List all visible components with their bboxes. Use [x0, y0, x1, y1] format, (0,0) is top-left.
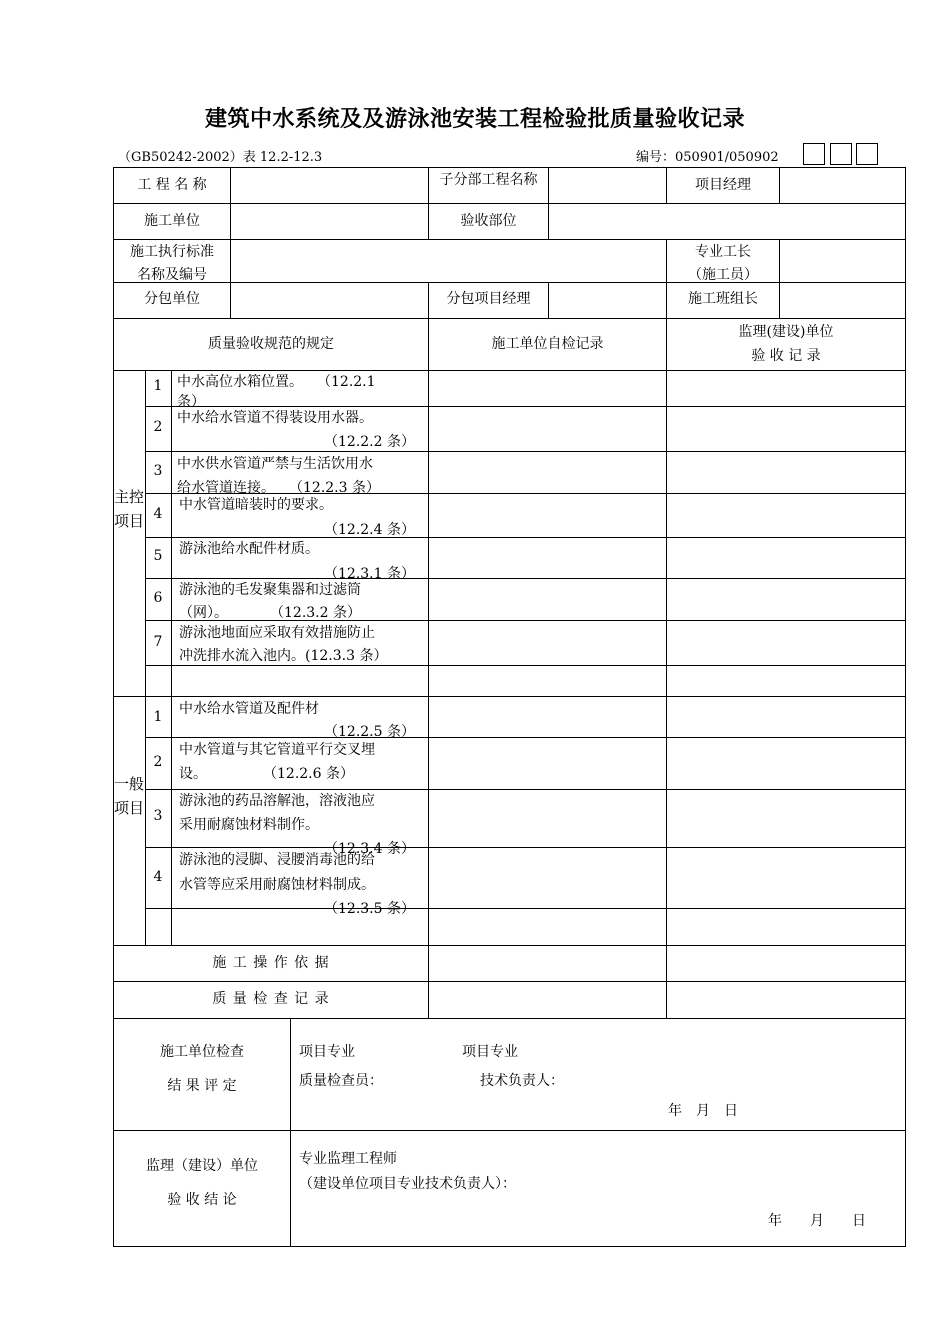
item-text: 游泳池地面应采取有效措施防止 — [179, 625, 375, 641]
conclusion-engineer: 专业监理工程师 — [299, 1151, 397, 1167]
code-box-1[interactable] — [803, 143, 825, 165]
sub-pm-field[interactable] — [549, 283, 666, 318]
item-number: 4 — [153, 506, 163, 522]
project-manager-label: 项目经理 — [695, 177, 751, 193]
conclusion-label-1: 监理（建设）单位 — [146, 1158, 258, 1174]
item-text: （12.2.5 条） — [324, 724, 415, 740]
sub-unit-field[interactable] — [231, 283, 428, 318]
item-number: 3 — [153, 808, 163, 824]
form-code: 编号：050901/050902 — [636, 150, 779, 165]
item-number: 1 — [153, 709, 163, 725]
standard-name-field[interactable] — [231, 240, 666, 282]
item-text: 采用耐腐蚀材料制作。 — [179, 817, 319, 833]
conclusion-owner: （建设单位项目专业技术负责人）： — [299, 1176, 516, 1192]
item-text: （12.2.2 条） — [324, 434, 415, 450]
spec-column-header: 质量验收规范的规定 — [208, 336, 334, 352]
item-number: 7 — [153, 634, 163, 650]
item-text: 中水管道与其它管道平行交叉埋 — [179, 742, 375, 758]
item-text: 冲洗排水流入池内。(12.3.3 条） — [179, 648, 388, 664]
item-text: （12.3.4 条） — [324, 841, 415, 857]
item-text: 中水供水管道严禁与生活饮用水 — [177, 456, 373, 472]
operation-basis-label: 施 工 操 作 依 据 — [212, 955, 330, 971]
item-text: 游泳池的药品溶解池，溶液池应 — [179, 793, 375, 809]
item-text: 游泳池给水配件材质。 — [179, 541, 319, 557]
construction-unit-label: 施工单位 — [144, 213, 200, 229]
item-text: 水管等应采用耐腐蚀材料制成。 — [179, 877, 375, 893]
eval-pro-1: 项目专业 — [299, 1044, 355, 1060]
foreman-label-1: 专业工长 — [695, 244, 751, 260]
item-number: 6 — [153, 590, 163, 606]
item-text: 中水管道暗装时的要求。 — [179, 497, 333, 513]
standard-name-label-1: 施工执行标准 — [130, 244, 214, 260]
item-text: 中水高位水箱位置。 （12.2.1 — [177, 374, 376, 390]
acceptance-part-field[interactable] — [549, 204, 905, 239]
team-leader-label: 施工班组长 — [688, 291, 758, 307]
team-leader-field[interactable] — [780, 283, 905, 318]
item-number: 1 — [153, 378, 163, 394]
item-text: 游泳池的浸脚、浸腰消毒池的给 — [179, 852, 375, 868]
item-text: （网）。 （12.3.2 条） — [179, 605, 361, 621]
sub-project-field[interactable] — [549, 168, 666, 203]
item-number: 2 — [153, 419, 163, 435]
item-number: 2 — [153, 754, 163, 770]
eval-pro-2: 项目专业 — [462, 1044, 518, 1060]
item-number: 3 — [153, 463, 163, 479]
item-number: 4 — [153, 869, 163, 885]
conclusion-date: 年 月 日 — [768, 1213, 866, 1229]
item-text: 设。 （12.2.6 条） — [179, 766, 354, 782]
page-title: 建筑中水系统及及游泳池安装工程检验批质量验收记录 — [204, 107, 745, 132]
item-text: 条） — [177, 394, 205, 410]
standard-reference: （GB50242-2002）表 12.2-12.3 — [118, 150, 323, 165]
standard-name-label-2: 名称及编号 — [137, 267, 207, 283]
eval-date: 年 月 日 — [668, 1103, 738, 1119]
item-text: 中水给水管道及配件材 — [179, 701, 319, 717]
project-manager-field[interactable] — [780, 168, 905, 203]
construction-unit-field[interactable] — [231, 204, 428, 239]
eval-label-2: 结 果 评 定 — [167, 1078, 237, 1094]
general-items-label: 一般项目 — [114, 775, 145, 817]
sub-project-label: 子分部工程名称 — [439, 172, 538, 188]
code-box-3[interactable] — [856, 143, 878, 165]
item-text: （12.2.4 条） — [324, 522, 415, 538]
eval-inspector: 质量检查员： — [299, 1073, 383, 1089]
sub-pm-label: 分包项目经理 — [446, 291, 531, 307]
project-name-field[interactable] — [231, 168, 428, 203]
acceptance-part-label: 验收部位 — [460, 213, 517, 229]
sub-unit-label: 分包单位 — [144, 291, 200, 307]
item-text: （12.3.1 条） — [324, 566, 415, 582]
eval-tech-head: 技术负责人： — [480, 1073, 564, 1089]
conclusion-label-2: 验 收 结 论 — [167, 1192, 237, 1208]
foreman-label-2: （施工员） — [688, 267, 758, 283]
project-name-label: 工 程 名 称 — [137, 177, 207, 193]
quality-record-label: 质 量 检 查 记 录 — [212, 991, 330, 1007]
code-box-2[interactable] — [830, 143, 852, 165]
item-text: 游泳池的毛发聚集器和过滤筒 — [179, 582, 361, 598]
eval-label-1: 施工单位检查 — [160, 1044, 244, 1060]
main-items-label: 主控项目 — [114, 488, 145, 530]
item-text: 给水管道连接。 （12.2.3 条） — [177, 480, 380, 496]
supervisor-column-header-1: 监理(建设)单位 — [738, 324, 834, 340]
item-number: 5 — [153, 548, 163, 564]
supervisor-column-header-2: 验 收 记 录 — [751, 348, 821, 364]
item-text: 中水给水管道不得装设用水器。 — [177, 410, 373, 426]
item-text: （12.3.5 条） — [324, 901, 415, 917]
foreman-field[interactable] — [780, 240, 905, 282]
self-check-column-header: 施工单位自检记录 — [491, 336, 604, 352]
